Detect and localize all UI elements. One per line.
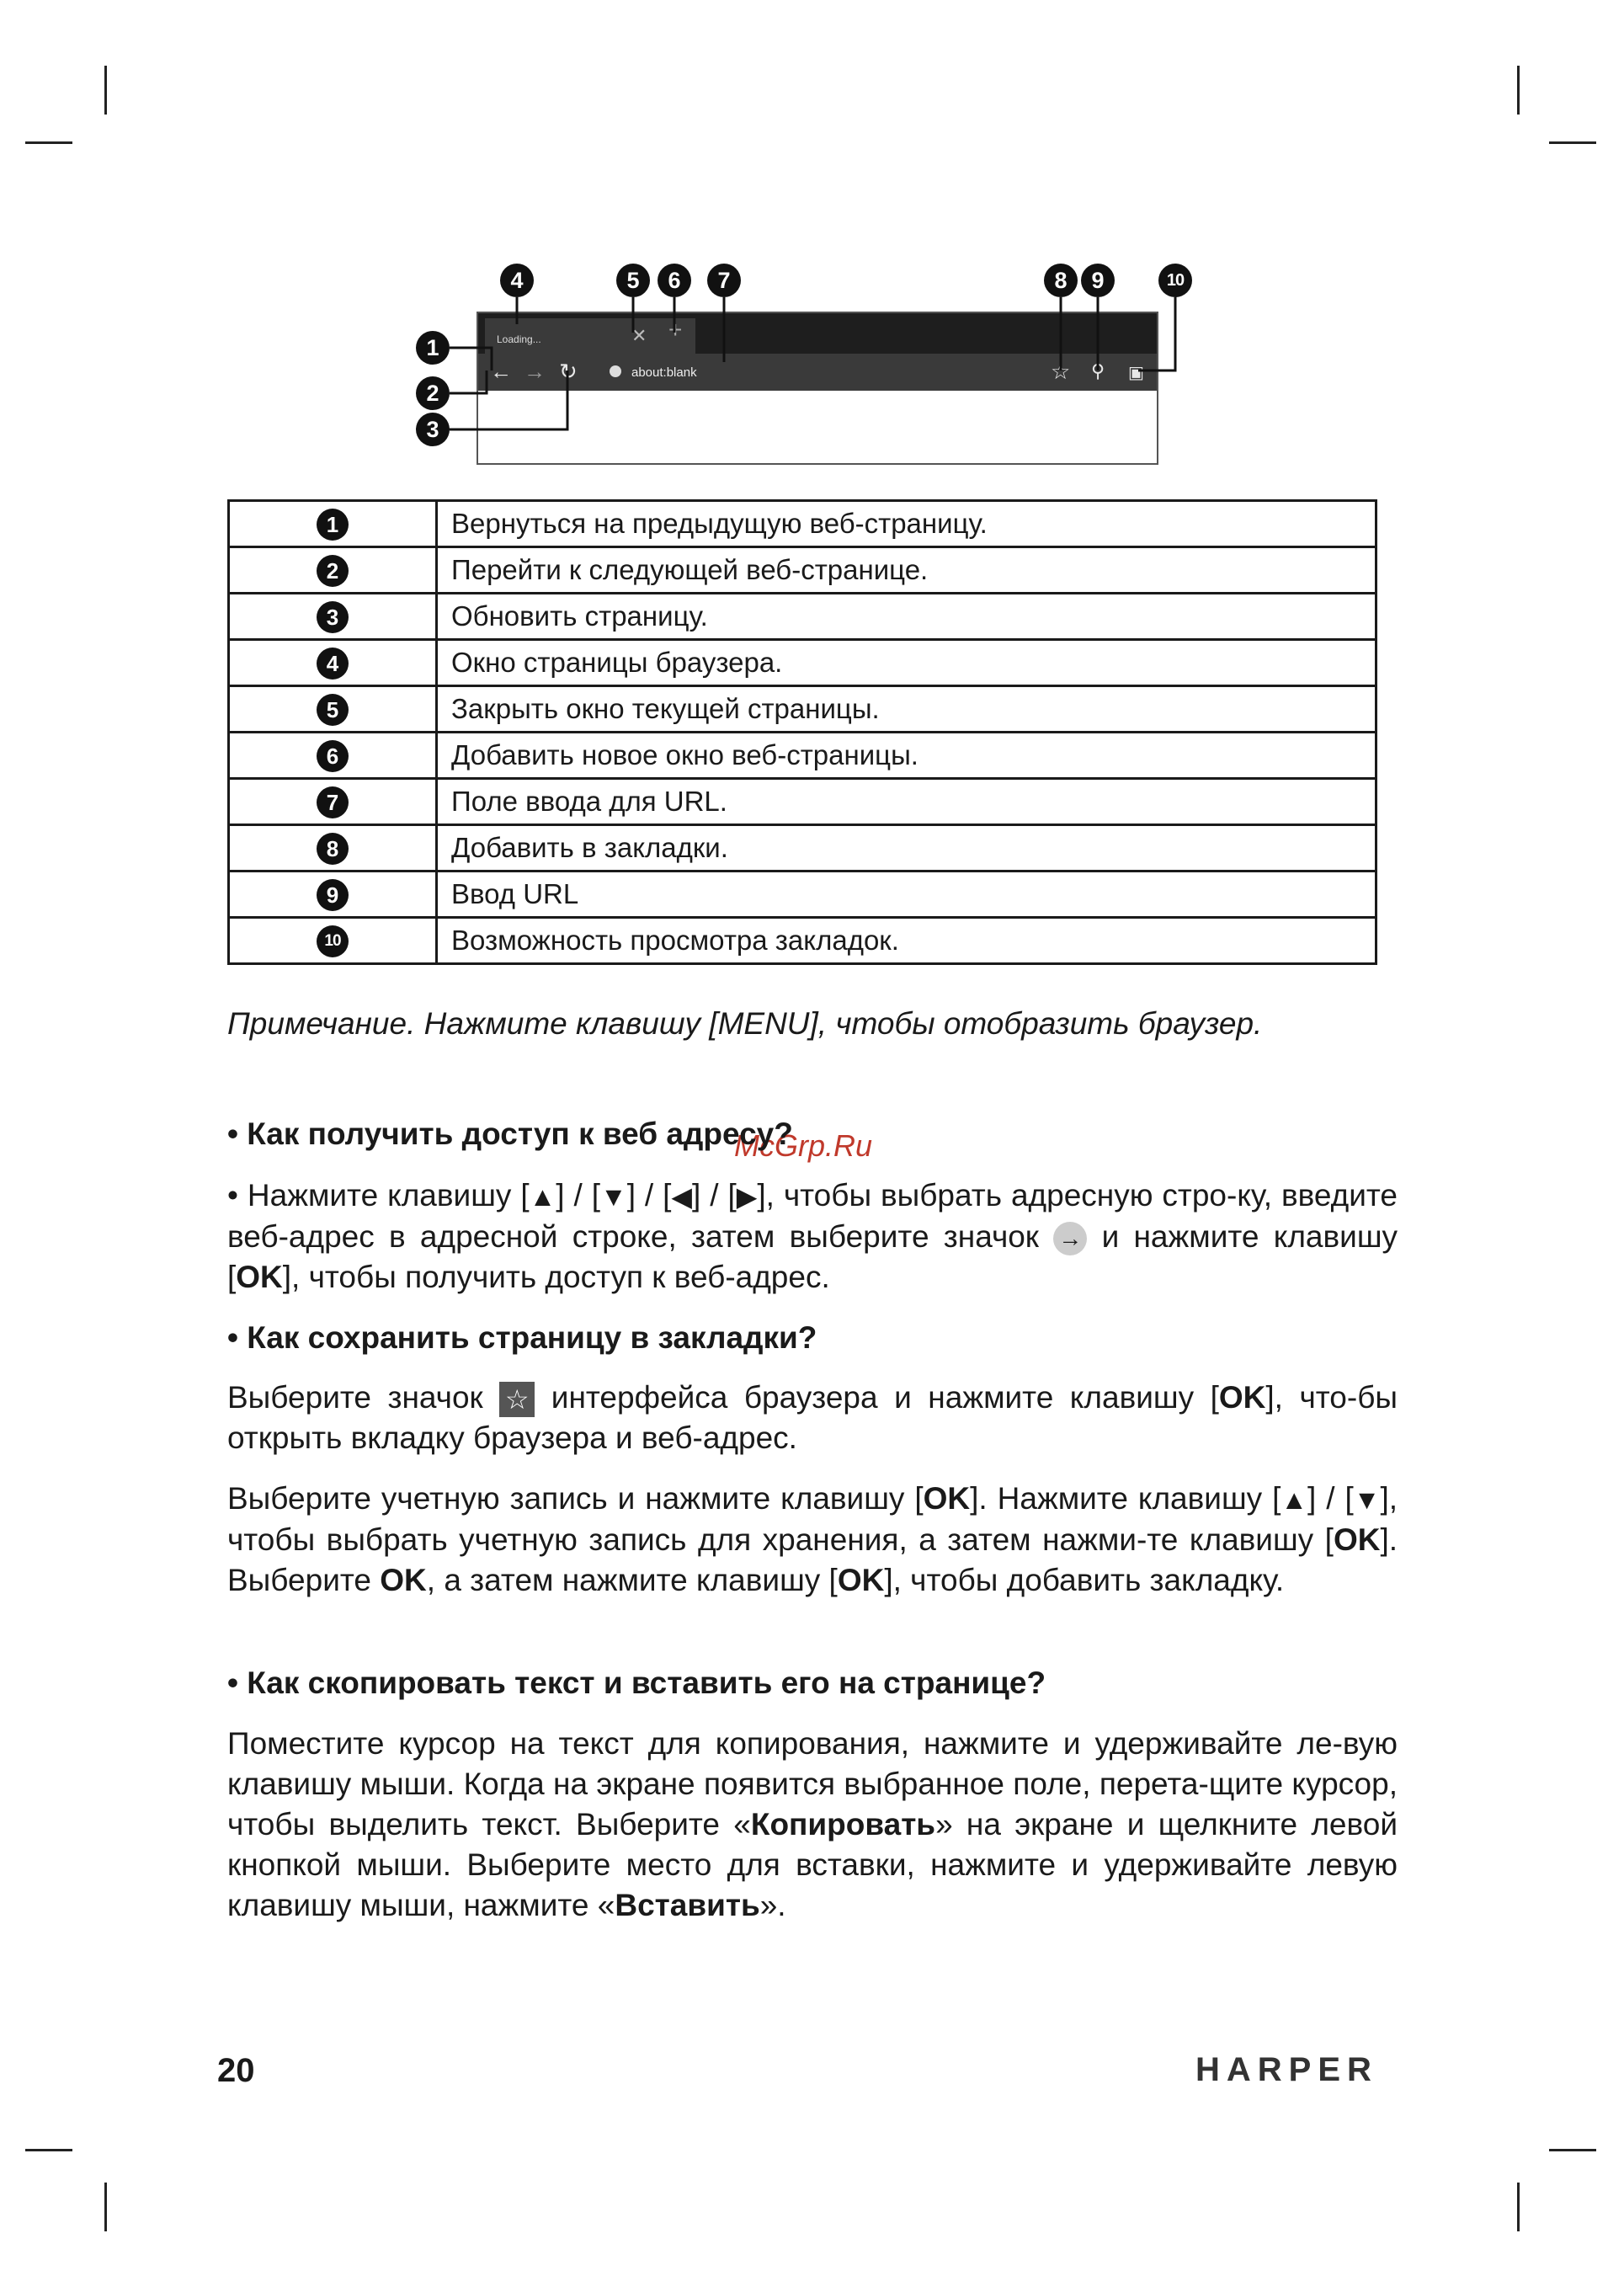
- callout-9: 9: [1081, 264, 1115, 297]
- callout-2: 2: [416, 376, 450, 410]
- note: Примечание. Нажмите клавишу [MENU], чтобы отобразить браузер.: [227, 1006, 1263, 1041]
- callout-10: 10: [1158, 264, 1192, 297]
- section-heading: • Как сохранить страницу в закладки?: [227, 1320, 817, 1355]
- back-icon[interactable]: ←: [490, 359, 512, 384]
- section-paragraph: • Нажмите клавишу [▲] / [▼] / [◀] / [▶], чтобы выбрать адресную стро-ку, введите веб-адрес в адресной строке, затем выберите значок → и нажмите клавишу [OK], чтобы получить доступ к веб-адрес.: [227, 1178, 1398, 1294]
- table-row: [229, 547, 1376, 594]
- table-row: [229, 871, 1376, 918]
- legend-table: [227, 499, 1377, 965]
- brand-logo: HARPER: [1195, 2051, 1378, 2088]
- callout-6: 6: [658, 264, 691, 297]
- down-arrow-icon: ▼: [1353, 1484, 1381, 1515]
- row-description: Возможность просмотра закладок.: [437, 918, 1376, 964]
- up-arrow-icon: ▲: [529, 1181, 556, 1212]
- callout-5: 5: [616, 264, 650, 297]
- row-number-badge: 2: [317, 555, 349, 587]
- page-number: 20: [217, 2052, 255, 2089]
- section-heading: • Как получить доступ к веб адресу?: [227, 1117, 793, 1151]
- callout-1: 1: [416, 331, 450, 365]
- table-row: [229, 594, 1376, 640]
- close-tab-icon[interactable]: ✕: [631, 325, 647, 346]
- row-description: Перейти к следующей веб-странице.: [437, 547, 1376, 594]
- table-row: [229, 686, 1376, 733]
- row-description: Обновить страницу.: [437, 594, 1376, 640]
- bookmarks-icon[interactable]: ▣: [1128, 364, 1144, 382]
- section-paragraph: Поместите курсор на текст для копирования, нажмите и удерживайте ле-вую клавишу мыши. Когда на экране появится выбранное поле, перета-щите курсор, чтобы выделить текст. Выберите «Копировать» на экране и щелкните левой кнопкой мыши. Выберите место для вставки, нажмите и удерживайте левую клавишу мыши, нажмите «Вставить».: [227, 1726, 1398, 1922]
- table-row: [229, 640, 1376, 686]
- new-tab-icon[interactable]: +: [668, 317, 683, 343]
- row-number-badge: 6: [317, 740, 349, 772]
- callout-8: 8: [1044, 264, 1078, 297]
- up-arrow-icon: ▲: [1281, 1484, 1308, 1515]
- crop-mark: [1517, 2183, 1520, 2231]
- search-icon[interactable]: ⚲: [1091, 360, 1105, 381]
- table-row: [229, 779, 1376, 825]
- refresh-icon[interactable]: ↻: [559, 359, 578, 384]
- row-number-badge: 3: [317, 601, 349, 633]
- right-arrow-icon: ▶: [736, 1181, 758, 1212]
- callout-lines: [0, 0, 1624, 505]
- section-paragraph: Выберите значок ☆ интерфейса браузера и нажмите клавишу [OK], что-бы открыть вкладку браузера и веб-адрес.: [227, 1380, 1398, 1455]
- callout-4: 4: [500, 264, 534, 297]
- go-arrow-icon: →: [1053, 1222, 1087, 1255]
- row-number-badge: 7: [317, 786, 349, 818]
- row-number-badge: 5: [317, 694, 349, 726]
- row-description: Закрыть окно текущей страницы.: [437, 686, 1376, 733]
- callout-7: 7: [707, 264, 741, 297]
- forward-icon[interactable]: →: [524, 359, 546, 384]
- crop-mark: [104, 2183, 107, 2231]
- row-number-badge: 1: [317, 509, 349, 541]
- table-row: [229, 501, 1376, 547]
- watermark: McGrp.Ru: [734, 1128, 873, 1163]
- row-description: Вернуться на предыдущую веб-страницу.: [437, 501, 1376, 547]
- crop-mark: [25, 2149, 72, 2151]
- left-arrow-icon: ◀: [671, 1181, 693, 1212]
- row-number-badge: 9: [317, 879, 349, 911]
- table-row: [229, 918, 1376, 964]
- table-row: [229, 733, 1376, 779]
- row-description: Добавить в закладки.: [437, 825, 1376, 871]
- star-icon: ☆: [499, 1382, 535, 1417]
- down-arrow-icon: ▼: [600, 1181, 627, 1212]
- table-row: [229, 825, 1376, 871]
- star-icon[interactable]: ☆: [1051, 359, 1071, 384]
- url-text: about:blank: [631, 365, 697, 380]
- callout-3: 3: [416, 413, 450, 446]
- row-description: Ввод URL: [437, 871, 1376, 918]
- section-heading: • Как скопировать текст и вставить его на странице?: [227, 1666, 1046, 1700]
- tab-label: Loading...: [497, 333, 541, 345]
- row-number-badge: 8: [317, 833, 349, 865]
- row-description: Поле ввода для URL.: [437, 779, 1376, 825]
- row-description: Добавить новое окно веб-страницы.: [437, 733, 1376, 779]
- row-number-badge: 10: [317, 925, 349, 957]
- row-number-badge: 4: [317, 648, 349, 680]
- crop-mark: [1549, 2149, 1596, 2151]
- section-paragraph: Выберите учетную запись и нажмите клавишу [OK]. Нажмите клавишу [▲] / [▼], чтобы выбрать учетную запись для хранения, а затем нажми-те клавишу [OK]. Выберите OK, а затем нажмите клавишу [OK], чтобы добавить закладку.: [227, 1481, 1398, 1597]
- row-description: Окно страницы браузера.: [437, 640, 1376, 686]
